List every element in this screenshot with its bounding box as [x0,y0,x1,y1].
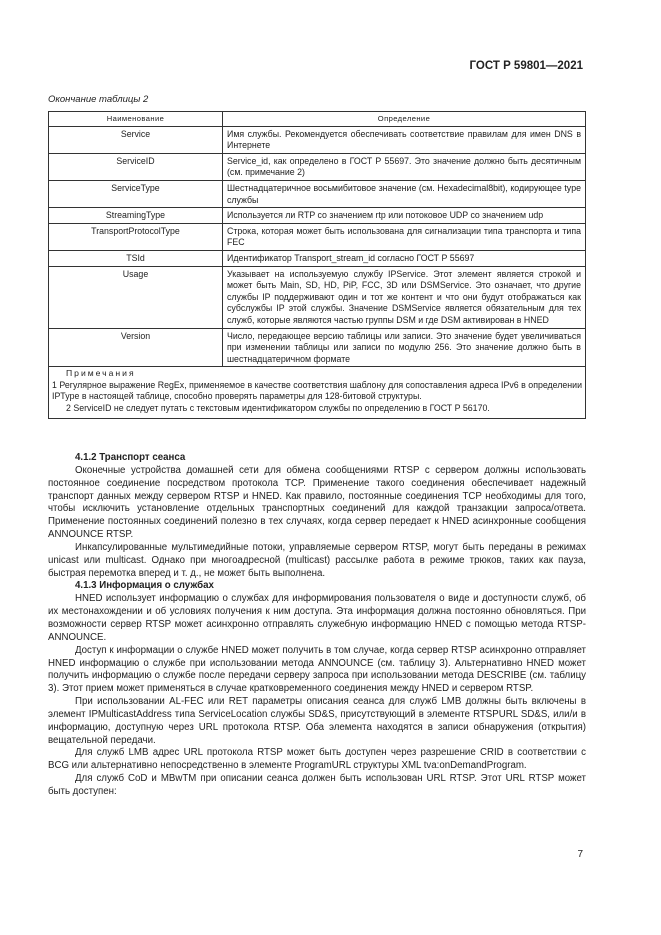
paragraph: При использовании AL-FEC или RET параметры описания сеанса для служб LMB должны быть включены в элемент IPMulticastAddress типа ServiceLocation службы SD&S, присутствующий в элементе RTSPURL SD&S, или/и в информацию, доступную через URL протокола RTSP. Оба элемента находятся в записи обнаружения (открытия) вещательной передачи. [48,696,586,746]
table-notes [49,367,586,418]
row-definition-serviceid: Service_id, как определено в ГОСТ Р 55697. Это значение должно быть десятичным (см. примечание 2) [223,153,586,180]
page-number: 7 [577,849,583,860]
table-row [49,223,586,250]
table-row [49,180,586,207]
paragraph: Для служб CoD и MBwTM при описании сеанса должен быть использован URL RTSP. Этот URL RTSP может быть доступен: [48,773,586,797]
notes-title: Примечания [66,368,136,379]
paragraph: Доступ к информации о службе HNED может получить в том случае, когда сервер RTSP асинхронно отправляет HNED информацию о службе при использовании метода ANNOUNCE (см. таблицу 3). Альтернативно HNED может получить информацию о службе после передачи серверу запроса при использовании метода DESCRIBE (см. таблицу 3). Этот прием может применяться в случае кратковременного соединения между HNED и сервером RTSP. [48,644,586,695]
column-header-definition: Определение [223,112,586,127]
section-heading-4-1-2: 4.1.2 Транспорт сеанса [75,452,186,463]
note-2: 2 ServiceID не следует путать с текстовым идентификатором службы по определению в ГОСТ Р 56170. [66,403,490,414]
row-name-usage: Usage [49,266,223,328]
paragraph: Для служб LMB адрес URL протокола RTSP может быть доступен через разрешение CRID в соответствии с BCG или альтернативно непосредственно в элементе ProgramURL структуры XML tva:onDemandProgram. [48,747,586,772]
paragraph: Оконечные устройства домашней сети для обмена сообщениями RTSP с сервером должны использовать постоянное соединение посредством протокола TCP. Применение такого соединения обеспечивает надежный транспорт данных между сервером RTSP и HNED. Как правило, постоянные соединения TCP необходимы для того, чтобы исключить установление отдельных транспортных соединений для каждой транзакции запроса/ответа. Применение постоянных соединений полезно в тех случаях, когда сервер передает к HNED асинхронные сообщения ANNOUNCE RTSP. [48,464,586,541]
section-heading-4-1-3: 4.1.3 Информация о службах [75,580,214,592]
row-name-transportprotocoltype: TransportProtocolType [49,223,223,250]
table-row [49,208,586,224]
row-name-version: Version [49,328,223,367]
row-name-tsid: TSId [49,250,223,266]
table-row [49,250,586,266]
row-definition-servicetype: Шестнадцатеричное восьмибитовое значение (см. Hexadecimal8bit), кодирующее type службы [223,180,586,207]
row-definition-usage: Указывает на используемую службу IPService. Этот элемент является строкой и может быть Main, SD, HD, PiP, FCC, 3D или DSMService. Это означает, что другие службы IP поддерживают один и тот же контент и что они будут отображаться как субслужбы IP этой службы. Значение DSMService является обязательным для тех служб, которые являются частью группы DSM и где DSM активирован в HNED [223,266,586,328]
paragraph: Инкапсулированные мультимедийные потоки, управляемые сервером RTSP, могут быть переданы в режимах unicast или multicast. Однако при многоадресной (multicast) рассылке работа в режиме трюков, таких как пауза, быстрая перемотка вперед и т. д., не может быть выполнена. [48,541,586,579]
paragraph: HNED использует информацию о службах для информирования пользователя о виде и доступности служб, об их местонахождении и об условиях получения к ним доступа. Эта информация должна постоянно обновляться. При возможности сервер RTSP может асинхронно отправлять служебную информацию HNED с помощью метода RTSP-ANNOUNCE. [48,593,586,643]
table-row [49,266,586,328]
row-definition-version: Число, передающее версию таблицы или записи. Это значение будет увеличиваться при изменении таблицы или записи по модулю 256. Это значение должно быть в шестнадцатеричном формате [223,328,586,367]
table-caption: Окончание таблицы 2 [48,94,149,105]
table-notes-row [49,367,586,418]
note-1: 1 Регулярное выражение RegEx, применяемое в качестве соответствия шаблону для сопоставления адреса IPv6 в определении IPType в настоящей таблице, способно проверять параметры для 128-битовой структуры. [52,379,582,402]
table-row [49,328,586,367]
body-text [48,452,586,799]
table-header-row [49,112,586,127]
row-definition-transportprotocoltype: Строка, которая может быть использована для сигнализации типа транспорта и типа FEC [223,223,586,250]
row-definition-tsid: Идентификатор Transport_stream_id согласно ГОСТ Р 55697 [223,250,586,266]
row-name-service: Service [49,126,223,153]
row-definition-service: Имя службы. Рекомендуется обеспечивать соответствие правилам для имен DNS в Интернете [223,126,586,153]
table-row [49,153,586,180]
row-name-serviceid: ServiceID [49,153,223,180]
definitions-table [48,111,586,419]
table-row [49,126,586,153]
document-code: ГОСТ Р 59801—2021 [469,60,583,72]
row-name-servicetype: ServiceType [49,180,223,207]
row-definition-streamingtype: Используется ли RTP со значением rtp или потоковое UDP со значением udp [223,208,586,224]
column-header-name: Наименование [49,112,223,127]
row-name-streamingtype: StreamingType [49,208,223,224]
